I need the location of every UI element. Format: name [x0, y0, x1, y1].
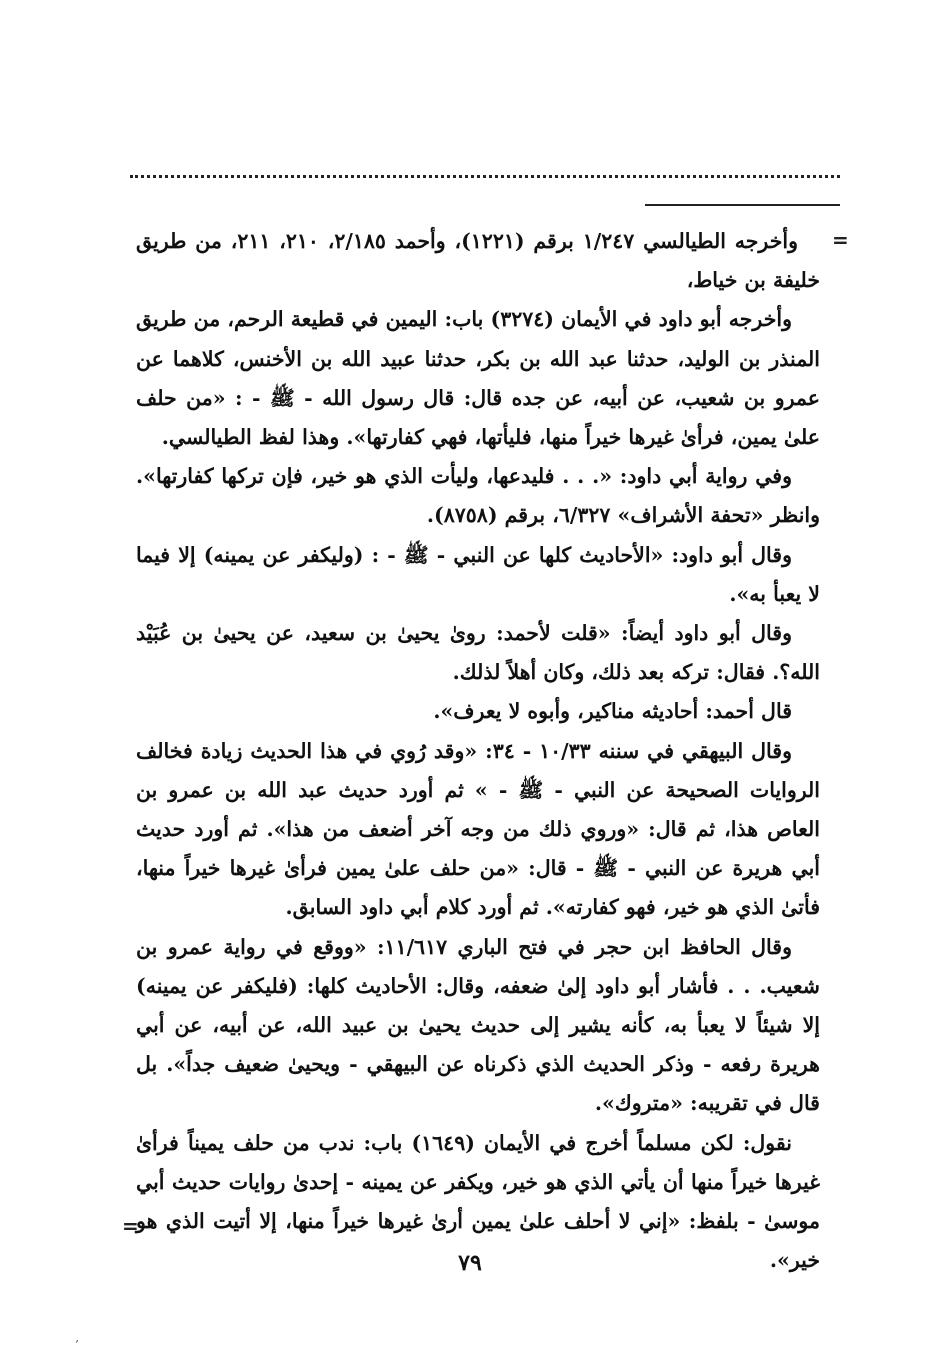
footnote-paragraph: وفي رواية أبي داود: «. . . فليدعها، وليأت الذي هو خير، فإن تركها كفارتها». وانظر «تحفة الأشراف» ٦/٣٢٧، برقم (٨٧٥٨).	[136, 464, 820, 528]
continuation-mark-bottom: =	[122, 1214, 139, 1238]
scan-mark: ’	[75, 1338, 79, 1352]
dotted-separator	[130, 175, 840, 178]
footnote-paragraph: وقال الحافظ ابن حجر في فتح الباري ١١/٦١٧: «ووقع في رواية عمرو بن شعيب. . . فأشار أبو داود إلىٰ ضعفه، وقال: الأحاديث كلها: (فليكفر عن يمينه) إلا شيئاً لا يعبأ به، كأنه يشير إلى حديث يحيىٰ بن عبيد الله، عن أبيه، عن أبي هريرة رفعه - وذكر الحديث الذي ذكرناه عن البيهقي - ويحيىٰ ضعيف جداً». بل قال في تقريبه: «متروك».	[136, 934, 820, 1116]
footnote-paragraph: نقول: لكن مسلماً أخرج في الأيمان (١٦٤٩) باب: ندب من حلف يميناً فرأىٰ غيرها خيراً منها أن يأتي الذي هو خير، ويكفر عن يمينه - إحدىٰ روايات حديث أبي موسىٰ - بلفظ: «إني لا أحلف علىٰ يمين أرىٰ غيرها خيراً منها، إلا أتيت الذي هو خير».	[136, 1130, 820, 1273]
footnote-paragraph: وقال أبو داود: «الأحاديث كلها عن النبي - ﷺ - : (وليكفر عن يمينه) إلا فيما لا يعبأ به».	[136, 542, 820, 606]
footnote-paragraph: وقال البيهقي في سننه ١٠/٣٣ - ٣٤: «وقد رُوي في هذا الحديث زيادة فخالف الروايات الصحيحة عن النبي - ﷺ - » ثم أورد حديث عبد الله بن عمرو بن العاص هذا، ثم قال: «وروي ذلك من وجه آخر أضعف من هذا». ثم أورد حديث أبي هريرة عن النبي - ﷺ - قال: «من حلف علىٰ يمين فرأىٰ غيرها خيراً منها، فأتىٰ الذي هو خير، فهو كفارته». ثم أورد كلام أبي داود السابق.	[136, 738, 820, 920]
footnote-body	[136, 222, 820, 1280]
footnote-separator-line	[645, 204, 840, 206]
footnote-paragraph: قال أحمد: أحاديثه مناكير، وأبوه لا يعرف».	[433, 699, 792, 724]
footnote-paragraph: وأخرجه الطيالسي ١/٢٤٧ برقم (١٢٢١)، وأحمد ٢/١٨٥، ٢١٠، ٢١١، من طريق خليفة بن خياط،	[136, 229, 820, 293]
footnote-paragraph: وقال أبو داود أيضاً: «قلت لأحمد: روىٰ يحيىٰ بن سعيد، عن يحيىٰ بن عُبَيْد الله؟. فقال: تركه بعد ذلك، وكان أهلاً لذلك.	[136, 621, 820, 685]
footnote-paragraph: وأخرجه أبو داود في الأيمان (٣٢٧٤) باب: اليمين في قطيعة الرحم، من طريق المنذر بن الوليد، حدثنا عبد الله بن بكر، حدثنا عبيد الله بن الأخنس، كلاهما عن عمرو بن شعيب، عن أبيه، عن جده قال: قال رسول الله - ﷺ - : «من حلف علىٰ يمين، فرأىٰ غيرها خيراً منها، فليأتها، فهي كفارتها». وهذا لفظ الطيالسي.	[136, 307, 820, 450]
page-number: ٧٩	[458, 1250, 482, 1276]
continuation-mark-top: =	[832, 228, 849, 252]
